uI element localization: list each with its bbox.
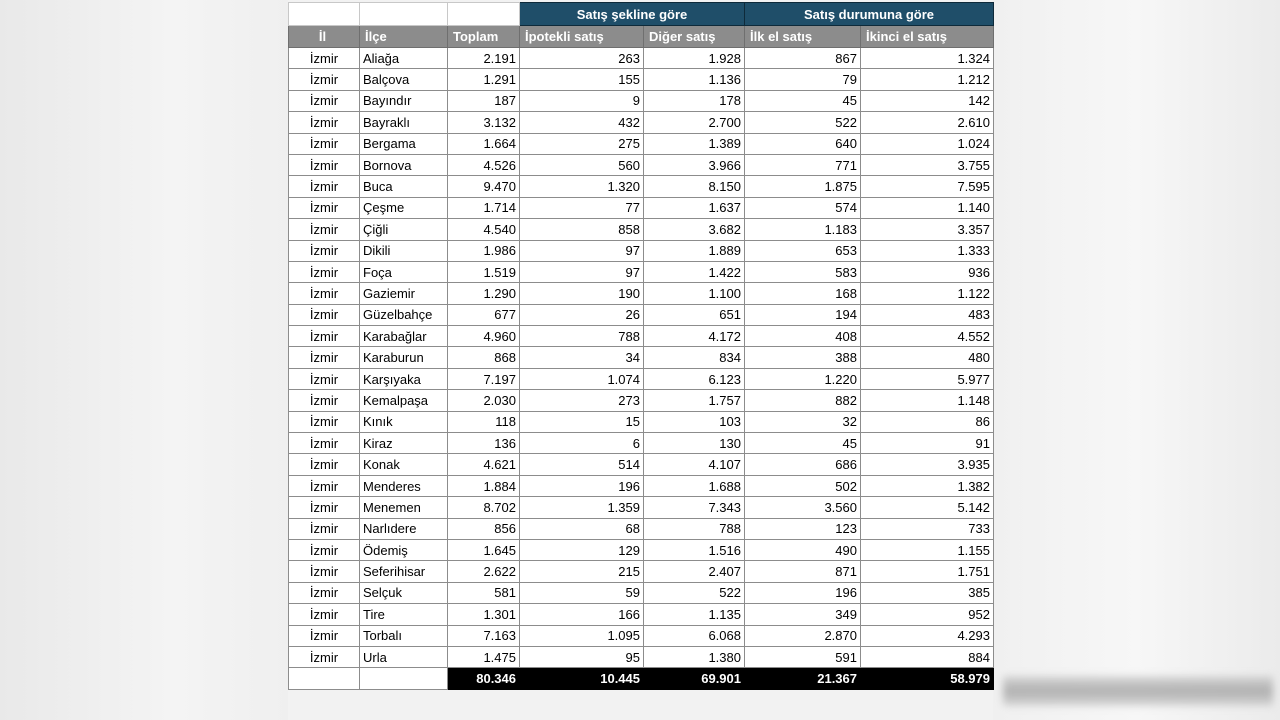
cell-il: İzmir bbox=[289, 625, 360, 646]
table-row bbox=[289, 368, 994, 389]
cell-ipotekli-satis: 59 bbox=[520, 582, 644, 603]
cell-ilk-el-satis: 1.183 bbox=[745, 219, 861, 240]
cell-ikinci-el-satis: 5.142 bbox=[861, 497, 994, 518]
cell-toplam: 1.291 bbox=[448, 69, 520, 90]
cell-toplam: 1.664 bbox=[448, 133, 520, 154]
cell-ikinci-el-satis: 480 bbox=[861, 347, 994, 368]
cell-ikinci-el-satis: 7.595 bbox=[861, 176, 994, 197]
cell-toplam: 2.030 bbox=[448, 390, 520, 411]
cell-ilk-el-satis: 640 bbox=[745, 133, 861, 154]
cell-ilk-el-satis: 388 bbox=[745, 347, 861, 368]
cell-ilk-el-satis: 502 bbox=[745, 475, 861, 496]
group-header-sale-status: Satış durumuna göre bbox=[745, 3, 994, 26]
background-right bbox=[993, 0, 1280, 720]
cell-ilk-el-satis: 574 bbox=[745, 197, 861, 218]
cell-ikinci-el-satis: 3.755 bbox=[861, 154, 994, 175]
cell-ilce: Balçova bbox=[360, 69, 448, 90]
table-row bbox=[289, 69, 994, 90]
cell-ilce: Kınık bbox=[360, 411, 448, 432]
cell-ilce: Konak bbox=[360, 454, 448, 475]
table-row bbox=[289, 176, 994, 197]
table-row bbox=[289, 283, 994, 304]
cell-toplam: 3.132 bbox=[448, 112, 520, 133]
cell-il: İzmir bbox=[289, 69, 360, 90]
cell-toplam: 856 bbox=[448, 518, 520, 539]
table-row bbox=[289, 347, 994, 368]
cell-ilce: Torbalı bbox=[360, 625, 448, 646]
cell-toplam: 2.191 bbox=[448, 48, 520, 69]
cell-diger-satis: 1.928 bbox=[644, 48, 745, 69]
cell-il: İzmir bbox=[289, 390, 360, 411]
cell-il: İzmir bbox=[289, 154, 360, 175]
cell-il: İzmir bbox=[289, 219, 360, 240]
table-row bbox=[289, 197, 994, 218]
cell-ilk-el-satis: 591 bbox=[745, 646, 861, 667]
cell-ilce: Bornova bbox=[360, 154, 448, 175]
cell-ilce: Urla bbox=[360, 646, 448, 667]
table-row bbox=[289, 433, 994, 454]
cell-ilk-el-satis: 583 bbox=[745, 261, 861, 282]
property-sales-table bbox=[288, 2, 994, 690]
table-row bbox=[289, 326, 994, 347]
cell-diger-satis: 2.407 bbox=[644, 561, 745, 582]
cell-il: İzmir bbox=[289, 582, 360, 603]
cell-ilce: Karşıyaka bbox=[360, 368, 448, 389]
column-header-row bbox=[289, 26, 994, 48]
cell-ipotekli-satis: 97 bbox=[520, 261, 644, 282]
cell-ilk-el-satis: 490 bbox=[745, 539, 861, 560]
cell-ikinci-el-satis: 3.357 bbox=[861, 219, 994, 240]
cell-ilk-el-satis: 408 bbox=[745, 326, 861, 347]
cell-il: İzmir bbox=[289, 90, 360, 111]
cell-ilce: Çeşme bbox=[360, 197, 448, 218]
cell-ilce: Karaburun bbox=[360, 347, 448, 368]
table-row bbox=[289, 133, 994, 154]
cell-il: İzmir bbox=[289, 261, 360, 282]
cell-diger-satis: 103 bbox=[644, 411, 745, 432]
cell-diger-satis: 178 bbox=[644, 90, 745, 111]
cell-ilk-el-satis: 653 bbox=[745, 240, 861, 261]
cell-toplam: 4.526 bbox=[448, 154, 520, 175]
column-header-ilce: İlçe bbox=[360, 26, 448, 48]
cell-ilce: Ödemiş bbox=[360, 539, 448, 560]
cell-diger-satis: 1.422 bbox=[644, 261, 745, 282]
cell-ipotekli-satis: 1.359 bbox=[520, 497, 644, 518]
cell-ilk-el-satis: 771 bbox=[745, 154, 861, 175]
cell-il: İzmir bbox=[289, 411, 360, 432]
cell-ilce: Güzelbahçe bbox=[360, 304, 448, 325]
cell-ilk-el-satis: 32 bbox=[745, 411, 861, 432]
cell-ilce: Dikili bbox=[360, 240, 448, 261]
cell-il: İzmir bbox=[289, 112, 360, 133]
table-row bbox=[289, 112, 994, 133]
cell-ikinci-el-satis: 3.935 bbox=[861, 454, 994, 475]
table-row bbox=[289, 154, 994, 175]
cell-il: İzmir bbox=[289, 604, 360, 625]
cell-il: İzmir bbox=[289, 240, 360, 261]
cell-ilce: Menemen bbox=[360, 497, 448, 518]
cell-ilk-el-satis: 871 bbox=[745, 561, 861, 582]
cell-ilce: Foça bbox=[360, 261, 448, 282]
table-row bbox=[289, 561, 994, 582]
cell-toplam: 1.714 bbox=[448, 197, 520, 218]
table-row bbox=[289, 261, 994, 282]
empty-cell bbox=[448, 3, 520, 26]
cell-ilk-el-satis: 196 bbox=[745, 582, 861, 603]
cell-ipotekli-satis: 858 bbox=[520, 219, 644, 240]
cell-diger-satis: 6.068 bbox=[644, 625, 745, 646]
cell-diger-satis: 6.123 bbox=[644, 368, 745, 389]
cell-il: İzmir bbox=[289, 539, 360, 560]
cell-ipotekli-satis: 6 bbox=[520, 433, 644, 454]
cell-ilce: Kiraz bbox=[360, 433, 448, 454]
cell-ipotekli-satis: 68 bbox=[520, 518, 644, 539]
total-diger-satis: 69.901 bbox=[644, 668, 745, 690]
cell-diger-satis: 3.682 bbox=[644, 219, 745, 240]
cell-diger-satis: 1.637 bbox=[644, 197, 745, 218]
cell-ikinci-el-satis: 86 bbox=[861, 411, 994, 432]
cell-ilce: Aliağa bbox=[360, 48, 448, 69]
cell-il: İzmir bbox=[289, 368, 360, 389]
table-row bbox=[289, 539, 994, 560]
cell-toplam: 1.519 bbox=[448, 261, 520, 282]
cell-diger-satis: 1.136 bbox=[644, 69, 745, 90]
cell-ilce: Karabağlar bbox=[360, 326, 448, 347]
cell-toplam: 1.301 bbox=[448, 604, 520, 625]
cell-ilce: Bayındır bbox=[360, 90, 448, 111]
cell-ikinci-el-satis: 1.212 bbox=[861, 69, 994, 90]
cell-ilce: Bergama bbox=[360, 133, 448, 154]
cell-diger-satis: 834 bbox=[644, 347, 745, 368]
cell-toplam: 4.540 bbox=[448, 219, 520, 240]
cell-ilk-el-satis: 882 bbox=[745, 390, 861, 411]
table-row bbox=[289, 518, 994, 539]
cell-toplam: 8.702 bbox=[448, 497, 520, 518]
cell-ilk-el-satis: 123 bbox=[745, 518, 861, 539]
cell-ipotekli-satis: 196 bbox=[520, 475, 644, 496]
cell-ipotekli-satis: 1.095 bbox=[520, 625, 644, 646]
column-header-ipotekli-satis: İpotekli satış bbox=[520, 26, 644, 48]
total-ilk-el-satis: 21.367 bbox=[745, 668, 861, 690]
cell-ikinci-el-satis: 1.382 bbox=[861, 475, 994, 496]
cell-toplam: 9.470 bbox=[448, 176, 520, 197]
table-row bbox=[289, 219, 994, 240]
cell-ipotekli-satis: 514 bbox=[520, 454, 644, 475]
table-row bbox=[289, 646, 994, 667]
cell-ikinci-el-satis: 1.155 bbox=[861, 539, 994, 560]
cell-diger-satis: 1.100 bbox=[644, 283, 745, 304]
cell-ipotekli-satis: 273 bbox=[520, 390, 644, 411]
cell-ikinci-el-satis: 142 bbox=[861, 90, 994, 111]
cell-il: İzmir bbox=[289, 561, 360, 582]
cell-il: İzmir bbox=[289, 454, 360, 475]
cell-toplam: 187 bbox=[448, 90, 520, 111]
cell-ilce: Bayraklı bbox=[360, 112, 448, 133]
cell-toplam: 118 bbox=[448, 411, 520, 432]
cell-il: İzmir bbox=[289, 326, 360, 347]
cell-ilk-el-satis: 194 bbox=[745, 304, 861, 325]
cell-diger-satis: 1.757 bbox=[644, 390, 745, 411]
table-row bbox=[289, 582, 994, 603]
cell-ipotekli-satis: 129 bbox=[520, 539, 644, 560]
cell-ilce: Gaziemir bbox=[360, 283, 448, 304]
totals-row bbox=[289, 668, 994, 690]
cell-ilk-el-satis: 79 bbox=[745, 69, 861, 90]
cell-toplam: 677 bbox=[448, 304, 520, 325]
cell-diger-satis: 1.688 bbox=[644, 475, 745, 496]
empty-cell bbox=[289, 3, 360, 26]
cell-ilce: Menderes bbox=[360, 475, 448, 496]
cell-diger-satis: 522 bbox=[644, 582, 745, 603]
table-row bbox=[289, 604, 994, 625]
table-row bbox=[289, 625, 994, 646]
cell-ikinci-el-satis: 936 bbox=[861, 261, 994, 282]
cell-ikinci-el-satis: 4.552 bbox=[861, 326, 994, 347]
cell-diger-satis: 3.966 bbox=[644, 154, 745, 175]
cell-ipotekli-satis: 1.074 bbox=[520, 368, 644, 389]
cell-diger-satis: 2.700 bbox=[644, 112, 745, 133]
cell-toplam: 7.163 bbox=[448, 625, 520, 646]
cell-il: İzmir bbox=[289, 176, 360, 197]
cell-il: İzmir bbox=[289, 133, 360, 154]
cell-toplam: 868 bbox=[448, 347, 520, 368]
cell-ilk-el-satis: 867 bbox=[745, 48, 861, 69]
cell-diger-satis: 1.135 bbox=[644, 604, 745, 625]
cell-il: İzmir bbox=[289, 475, 360, 496]
cell-diger-satis: 1.380 bbox=[644, 646, 745, 667]
cell-toplam: 2.622 bbox=[448, 561, 520, 582]
table-row bbox=[289, 497, 994, 518]
cell-ipotekli-satis: 77 bbox=[520, 197, 644, 218]
cell-ikinci-el-satis: 5.977 bbox=[861, 368, 994, 389]
cell-toplam: 1.475 bbox=[448, 646, 520, 667]
cell-ikinci-el-satis: 1.751 bbox=[861, 561, 994, 582]
cell-ilk-el-satis: 349 bbox=[745, 604, 861, 625]
cell-toplam: 7.197 bbox=[448, 368, 520, 389]
cell-ilce: Seferihisar bbox=[360, 561, 448, 582]
group-header-row bbox=[289, 3, 994, 26]
cell-ilk-el-satis: 522 bbox=[745, 112, 861, 133]
table-row bbox=[289, 48, 994, 69]
cell-ilce: Tire bbox=[360, 604, 448, 625]
cell-ikinci-el-satis: 1.122 bbox=[861, 283, 994, 304]
cell-ipotekli-satis: 97 bbox=[520, 240, 644, 261]
cell-diger-satis: 7.343 bbox=[644, 497, 745, 518]
cell-ikinci-el-satis: 733 bbox=[861, 518, 994, 539]
cell-il: İzmir bbox=[289, 197, 360, 218]
column-header-ilk-el-satis: İlk el satış bbox=[745, 26, 861, 48]
cell-ikinci-el-satis: 952 bbox=[861, 604, 994, 625]
empty-cell bbox=[360, 668, 448, 690]
cell-il: İzmir bbox=[289, 646, 360, 667]
cell-toplam: 4.960 bbox=[448, 326, 520, 347]
cell-ipotekli-satis: 15 bbox=[520, 411, 644, 432]
blurred-total-bar bbox=[1003, 676, 1273, 706]
cell-diger-satis: 1.516 bbox=[644, 539, 745, 560]
column-header-toplam: Toplam bbox=[448, 26, 520, 48]
cell-diger-satis: 130 bbox=[644, 433, 745, 454]
cell-ipotekli-satis: 432 bbox=[520, 112, 644, 133]
total-ipotekli-satis: 10.445 bbox=[520, 668, 644, 690]
cell-diger-satis: 8.150 bbox=[644, 176, 745, 197]
cell-ikinci-el-satis: 884 bbox=[861, 646, 994, 667]
cell-ikinci-el-satis: 1.024 bbox=[861, 133, 994, 154]
cell-ikinci-el-satis: 2.610 bbox=[861, 112, 994, 133]
cell-diger-satis: 1.389 bbox=[644, 133, 745, 154]
cell-ipotekli-satis: 166 bbox=[520, 604, 644, 625]
cell-toplam: 581 bbox=[448, 582, 520, 603]
cell-ipotekli-satis: 26 bbox=[520, 304, 644, 325]
cell-il: İzmir bbox=[289, 347, 360, 368]
cell-ilk-el-satis: 45 bbox=[745, 90, 861, 111]
cell-ilk-el-satis: 3.560 bbox=[745, 497, 861, 518]
cell-diger-satis: 651 bbox=[644, 304, 745, 325]
cell-ipotekli-satis: 155 bbox=[520, 69, 644, 90]
cell-toplam: 1.884 bbox=[448, 475, 520, 496]
cell-ilk-el-satis: 2.870 bbox=[745, 625, 861, 646]
cell-il: İzmir bbox=[289, 497, 360, 518]
cell-ipotekli-satis: 275 bbox=[520, 133, 644, 154]
total-ikinci-el-satis: 58.979 bbox=[861, 668, 994, 690]
cell-ikinci-el-satis: 1.140 bbox=[861, 197, 994, 218]
table-row bbox=[289, 240, 994, 261]
cell-ipotekli-satis: 95 bbox=[520, 646, 644, 667]
background-left bbox=[0, 0, 288, 720]
cell-ikinci-el-satis: 1.324 bbox=[861, 48, 994, 69]
cell-diger-satis: 4.107 bbox=[644, 454, 745, 475]
table-row bbox=[289, 90, 994, 111]
cell-il: İzmir bbox=[289, 304, 360, 325]
cell-ikinci-el-satis: 385 bbox=[861, 582, 994, 603]
cell-ilk-el-satis: 686 bbox=[745, 454, 861, 475]
cell-ipotekli-satis: 263 bbox=[520, 48, 644, 69]
cell-il: İzmir bbox=[289, 518, 360, 539]
cell-ikinci-el-satis: 1.148 bbox=[861, 390, 994, 411]
cell-toplam: 1.290 bbox=[448, 283, 520, 304]
column-header-il: İl bbox=[289, 26, 360, 48]
cell-ikinci-el-satis: 4.293 bbox=[861, 625, 994, 646]
cell-toplam: 4.621 bbox=[448, 454, 520, 475]
cell-ipotekli-satis: 560 bbox=[520, 154, 644, 175]
cell-ilk-el-satis: 1.220 bbox=[745, 368, 861, 389]
cell-ikinci-el-satis: 483 bbox=[861, 304, 994, 325]
column-header-diger-satis: Diğer satış bbox=[644, 26, 745, 48]
cell-ilk-el-satis: 168 bbox=[745, 283, 861, 304]
column-header-ikinci-el-satis: İkinci el satış bbox=[861, 26, 994, 48]
cell-ikinci-el-satis: 91 bbox=[861, 433, 994, 454]
cell-toplam: 1.645 bbox=[448, 539, 520, 560]
cell-ipotekli-satis: 215 bbox=[520, 561, 644, 582]
cell-diger-satis: 788 bbox=[644, 518, 745, 539]
cell-ilk-el-satis: 1.875 bbox=[745, 176, 861, 197]
cell-toplam: 1.986 bbox=[448, 240, 520, 261]
cell-diger-satis: 4.172 bbox=[644, 326, 745, 347]
cell-ilce: Buca bbox=[360, 176, 448, 197]
cell-diger-satis: 1.889 bbox=[644, 240, 745, 261]
empty-cell bbox=[360, 3, 448, 26]
total-toplam: 80.346 bbox=[448, 668, 520, 690]
cell-il: İzmir bbox=[289, 283, 360, 304]
cell-ipotekli-satis: 1.320 bbox=[520, 176, 644, 197]
table-row bbox=[289, 454, 994, 475]
cell-il: İzmir bbox=[289, 48, 360, 69]
cell-ipotekli-satis: 34 bbox=[520, 347, 644, 368]
cell-ilce: Çiğli bbox=[360, 219, 448, 240]
cell-ilce: Selçuk bbox=[360, 582, 448, 603]
table-row bbox=[289, 390, 994, 411]
cell-ikinci-el-satis: 1.333 bbox=[861, 240, 994, 261]
cell-ilk-el-satis: 45 bbox=[745, 433, 861, 454]
cell-toplam: 136 bbox=[448, 433, 520, 454]
group-header-sale-type: Satış şekline göre bbox=[520, 3, 745, 26]
empty-cell bbox=[289, 668, 360, 690]
cell-ipotekli-satis: 190 bbox=[520, 283, 644, 304]
cell-ilce: Narlıdere bbox=[360, 518, 448, 539]
table-row bbox=[289, 475, 994, 496]
cell-ipotekli-satis: 788 bbox=[520, 326, 644, 347]
cell-ipotekli-satis: 9 bbox=[520, 90, 644, 111]
table-row bbox=[289, 304, 994, 325]
cell-il: İzmir bbox=[289, 433, 360, 454]
cell-ilce: Kemalpaşa bbox=[360, 390, 448, 411]
table-row bbox=[289, 411, 994, 432]
